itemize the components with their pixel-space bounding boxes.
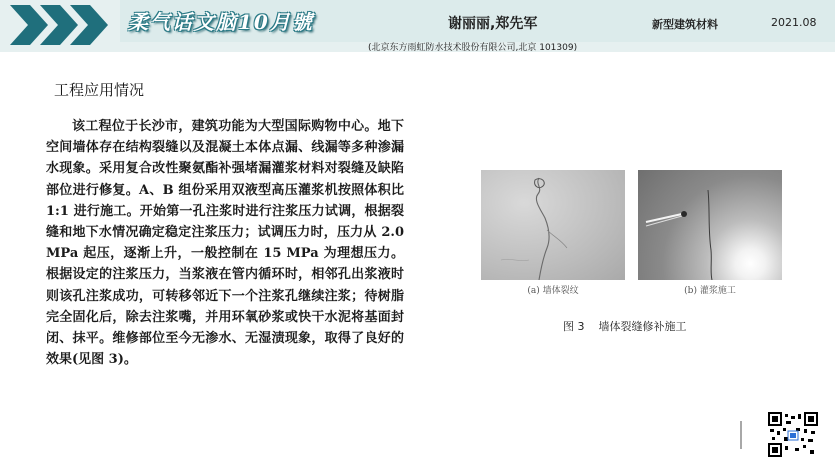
wall-crack-photo: [481, 170, 625, 280]
figure-label: 图 3: [563, 320, 585, 333]
qr-code-icon: [768, 412, 818, 457]
figure-title: [563, 318, 701, 334]
journal-title: 柔气话文脑10月號: [128, 10, 314, 34]
chevron-decoration-icon: [0, 2, 124, 48]
section-title: 工程应用情况: [54, 81, 145, 99]
authors: 谢丽丽,郑先军: [448, 16, 538, 32]
footer-divider: [740, 421, 742, 449]
figure-caption-a: (a) 墙体裂纹: [527, 286, 579, 296]
issue-year: 2021.08: [771, 16, 817, 29]
affiliation: (北京东方雨虹防水技术股份有限公司,北京 101309): [368, 43, 578, 52]
body-paragraph: 该工程位于长沙市，建筑功能为大型国际购物中心。地下空间墙体存在结构裂缝以及混凝土本体点漏、线漏等多种渗漏水现象。采用复合改性聚氨酯补强堵漏灌浆材料对裂缝及缺陷部位进行修复。A、B 组份采用双液型高压灌浆机按照体积比 1:1 进行施工。开始第一孔注浆时进行注浆压力试调，根据裂缝和地下水情况确定稳定注浆压力；试调压力时，压力从 2.0 MPa 起压，逐渐上升，一般控制在 15 MPa 为理想压力。根据设定的注浆压力，当浆液在管内循环时，相邻孔出浆液时则该孔注浆成功，可转移邻近下一个注浆孔继续注浆；待树脂完全固化后，除去注浆嘴，并用环氧砂浆或快干水泥将基面封闭、抹平。维修部位至今无渗水、无湿渍现象，取得了良好的效果(见图 3)。: [46, 119, 404, 368]
figure-title-text: 墙体裂缝修补施工: [598, 320, 687, 333]
figure-caption-b: (b) 灌浆施工: [684, 286, 736, 296]
header-bar: [0, 0, 835, 52]
journal-name: 新型建筑材料: [652, 18, 718, 31]
grouting-photo: [638, 170, 782, 280]
